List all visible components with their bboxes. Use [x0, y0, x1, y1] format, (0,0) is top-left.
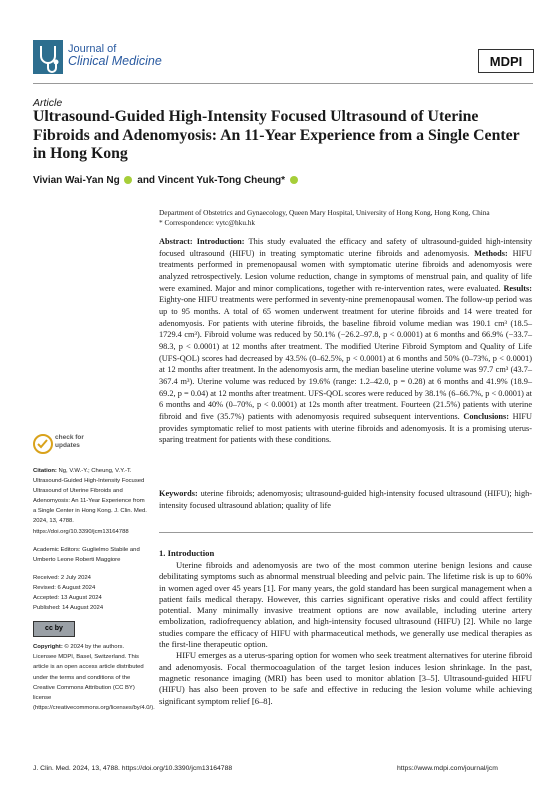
author-name[interactable]: Vincent Yuk-Tong Cheung	[157, 175, 282, 186]
journal-name	[68, 43, 162, 67]
check-updates-badge[interactable]	[55, 434, 84, 450]
article-type: Article	[33, 97, 63, 109]
academic-editors: Academic Editors: Guglielmo Stabile and Umberto Leone Roberti Maggiore	[33, 546, 140, 563]
author-list	[33, 175, 300, 186]
check-updates-line2: updates	[55, 442, 80, 449]
orcid-icon[interactable]	[290, 176, 298, 184]
cc-by-license-badge[interactable]: cc by	[33, 621, 75, 637]
author-connector: and	[137, 175, 156, 186]
conclusions-label: Conclusions:	[463, 411, 510, 421]
article-title: Ultrasound-Guided High-Intensity Focused Ultrasound of Uterine Fibroids and Adenomyosis: An 11-Year Experience from a Single Center in Hong Kong	[33, 108, 520, 163]
orcid-icon[interactable]	[124, 176, 132, 184]
footer-journal-url[interactable]: https://www.mdpi.com/journal/jcm	[397, 765, 498, 772]
keywords	[159, 488, 532, 511]
corresponding-star: *	[281, 175, 286, 186]
date-received: Received: 2 July 2024	[33, 574, 91, 581]
journal-name-line1: Journal of	[68, 43, 117, 55]
affiliation-block	[159, 208, 534, 228]
stethoscope-logo-icon	[33, 40, 63, 74]
copyright-text: © 2024 by the authors. Licensee MDPI, Basel, Switzerland. This article is an open access article distributed under the terms and conditions of the Creative Commons Attribution (CC BY) license (https://creativecommons.org/licenses/by/4.0/).	[33, 644, 155, 711]
abstract	[159, 236, 532, 446]
article-sidebar	[33, 466, 155, 721]
mdpi-logo-text: MDPI	[489, 54, 523, 69]
date-revised: Revised: 6 August 2024	[33, 584, 96, 591]
abstract-introduction: This study evaluated the efficacy and safety of ultrasound-guided high-intensity focused ultrasound (HIFU) in treating symptomatic uterine fibroids and adenomyosis.	[159, 237, 532, 258]
mdpi-logo-icon	[478, 49, 534, 73]
citation-label: Citation:	[33, 468, 57, 474]
check-updates-line1: check for	[55, 434, 84, 441]
copyright-label: Copyright:	[33, 644, 63, 651]
abstract-methods: HIFU treatments performed in premenopausal women with symptomatic uterine fibroids and adenomyosis were analyzed retrospectively. Lesion volume reduction, change in symptoms of menstrual pain, and quality of life were examined. Major and minor complications, together with re-intervention rates, were evaluated.	[159, 248, 533, 293]
correspondence: * Correspondence: vytc@hku.hk	[159, 218, 256, 227]
check-updates-icon[interactable]	[33, 434, 53, 454]
abstract-label: Abstract:	[159, 237, 193, 246]
footer-citation: J. Clin. Med. 2024, 13, 4788. https://doi.org/10.3390/jcm13164788	[33, 765, 233, 772]
date-accepted: Accepted: 13 August 2024	[33, 595, 102, 602]
citation-text: Ng, V.W.-Y.; Cheung, V.Y.-T. Ultrasound-Guided High-Intensity Focused Ultrasound of Uterine Fibroids and Adenomyosis: An 11-Year Experience from a Single Center in Hong Kong. J. Clin. Med. 2024, 13, 4788. https://doi.org/10.3390/jcm13164788	[33, 468, 147, 535]
introduction-body	[159, 560, 532, 707]
affiliation: Department of Obstetrics and Gynaecology, Queen Mary Hospital, University of Hong Kong, Hong Kong, China	[159, 208, 490, 217]
keywords-text: uterine fibroids; adenomyosis; ultrasound-guided high-intensity focused ultrasound (HIFU); high-intensity focused ultrasound ablation; quality of life	[159, 489, 533, 510]
paragraph: HIFU emerges as a uterus-sparing option for women who seek treatment alternatives for uterine fibroid and adenomyosis. Focal thermocoagulation of the target lesion induces lesion shrinkage. In the past, magnetic resonance imaging (MRI) has been used to monitor ablation [3–5]. Ultrasound-guided HIFU (HIFU) has also been proven to be safe and effective in reducing the lesion volume while achieving significant symptom relief [6–8].	[159, 650, 532, 706]
introduction-label: Introduction:	[196, 237, 245, 246]
date-published: Published: 14 August 2024	[33, 605, 104, 612]
abstract-conclusions: HIFU provides symptomatic relief to most patients with uterine fibroids and adenomyosis. It is a promising uterus-sparing treatment for patients with these conditions.	[159, 411, 533, 445]
paragraph: Uterine fibroids and adenomyosis are two of the most common uterine benign lesions and cause debilitating symptoms such as abnormal menstrual bleeding and pelvic pain. The lifetime risk is up to 60% in women aged over 45 years [1]. For many years, the gold standard has been surgical management when a patient fails medical therapy. However, this carries significant operative risks and could affect fertility potential. Many minimally invasive treatment options are now available, including uterine artery embolization, radiofrequency ablation, and high-intensity focused ultrasound (HIFU) [2]. While no large studies compare the efficacy of HIFU with pharmaceutical methods, we generally use medical therapies as the first-line therapeutic option.	[159, 560, 532, 650]
author-name[interactable]: Vivian Wai-Yan Ng	[33, 175, 120, 186]
header-divider	[33, 83, 533, 84]
methods-label: Methods:	[474, 248, 508, 258]
section-heading: 1. Introduction	[159, 548, 215, 558]
keywords-label: Keywords:	[159, 489, 198, 498]
results-label: Results:	[503, 283, 533, 293]
abstract-divider	[159, 532, 533, 533]
abstract-results: Eighty-one HIFU treatments were performed in seventy-nine premenopausal women. The follow-up period was up to 95 months. A total of 65 women underwent treatment for uterine fibroids and 14 were treated for adenomyosis. For patients with uterine fibroids, the baseline fibroid volume median was 190.1 cm³ (18.5–1729.4 cm³). Fibroid volume was reduced by 50.1% (−26.2–97.8, p < 0.0001) at 6 months and 66.9% (−33.7–98.3, p < 0.0001) at 12 months after treatment. The modified Uterine Fibroid Symptom and Quality of Life (UFS-QOL) scores had decreased by 43.5% (0–62.5%, p < 0.0001) at 6 months and 50% (0–73%, p < 0.0001) at 12 months after treatment. In the adenomyosis arm, the median baseline uterine volume was 97.7 cm³ (43.7–367.4 m³). Uterine volume was reduced by 19.6% (range: 1.2–42.0, p = 0.28) at 6 months and 41.9% (18.9–69.2, p = 0.04) at 12 months after treatment. UFS-QOL scores were reduced by 38.1% (6–66.7%, p < 0.0001) at 6 months and 40% (0–70%, p < 0.0001) at 12s month after treatment. Fourteen (21.5%) patients with uterine fibroid and five (35.7%) patients with adenomyosis required subsequent interventions.	[159, 295, 532, 421]
journal-name-line2: Clinical Medicine	[68, 54, 162, 68]
